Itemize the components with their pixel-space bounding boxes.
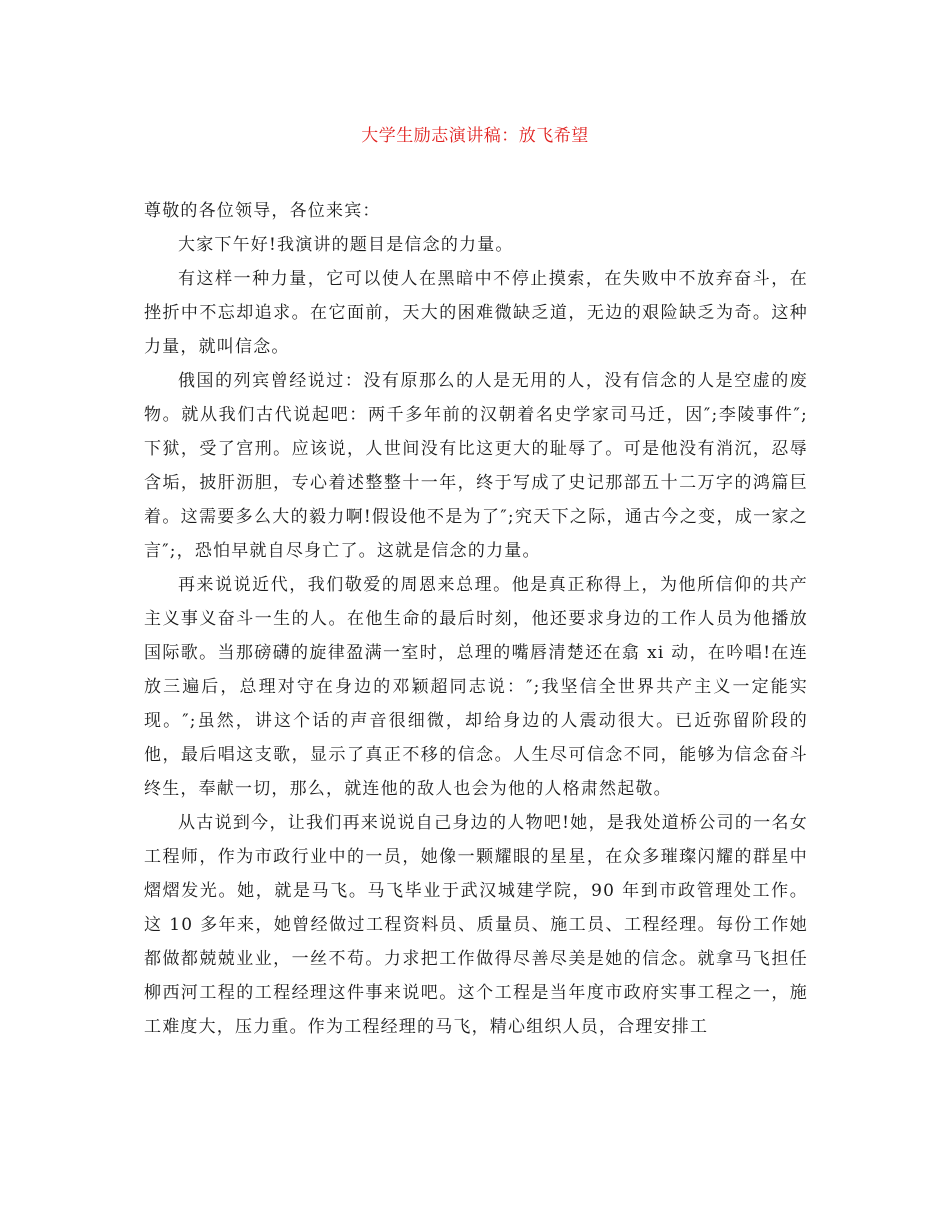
salutation: 尊敬的各位领导，各位来宾：	[144, 201, 381, 221]
paragraph-ma-fei: 从古说到今，让我们再来说说自己身边的人物吧!她，是我处道桥公司的一名女工程师，作为市政行业中的一员，她像一颗耀眼的星星，在众多璀璨闪耀的群星中熠熠发光。她，就是马飞。马飞毕业于武汉城建学院，90 年到市政管理处工作。这 10 多年来，她曾经做过工程资料员、质量员、施工员、工程经理。每份工作她都做都兢兢业业，一丝不苟。力求把工作做得尽善尽美是她的信念。就拿马飞担任柳西河工程的工程经理这件事来说吧。这个工程是当年度市政府实事工程之一，施工难度大，压力重。作为工程经理的马飞，精心组织人员，合理安排工	[144, 813, 808, 1037]
document-body	[144, 194, 808, 1044]
paragraph-greeting: 大家下午好!我演讲的题目是信念的力量。	[178, 235, 514, 255]
paragraph-intro: 有这样一种力量，它可以使人在黑暗中不停止摸索，在失败中不放弃奋斗，在挫折中不忘却追求。在它面前，天大的困难微缺乏道，无边的艰险缺乏为奇。这种力量，就叫信念。	[144, 269, 808, 357]
paragraph-zhou-enlai: 再来说说近代，我们敬爱的周恩来总理。他是真正称得上，为他所信仰的共产主义事义奋斗一生的人。在他生命的最后时刻，他还要求身边的工作人员为他播放国际歌。当那磅礴的旋律盈满一室时，总理的嘴唇清楚还在翕 xi 动，在吟唱!在连放三遍后，总理对守在身边的邓颖超同志说：″;我坚信全世界共产主义一定能实现。″;虽然，讲这个话的声音很细微，却给身边的人震动很大。已近弥留阶段的他，最后唱这支歌，显示了真正不移的信念。人生尽可信念不同，能够为信念奋斗终生，奉献一切，那么，就连他的敌人也会为他的人格肃然起敬。	[144, 575, 808, 799]
document-title: 大学生励志演讲稿：放飞希望	[361, 126, 589, 146]
paragraph-sima-qian: 俄国的列宾曾经说过：没有原那么的人是无用的人，没有信念的人是空虚的废物。就从我们古代说起吧：两千多年前的汉朝着名史学家司马迁，因″;李陵事件″;下狱，受了宫刑。应该说，人世间没有比这更大的耻辱了。可是他没有消沉，忍辱含垢，披肝沥胆，专心着述整整十一年，终于写成了史记那部五十二万字的鸿篇巨着。这需要多么大的毅力啊!假设他不是为了″;究天下之际，通古今之变，成一家之言″;，恐怕早就自尽身亡了。这就是信念的力量。	[144, 371, 808, 561]
